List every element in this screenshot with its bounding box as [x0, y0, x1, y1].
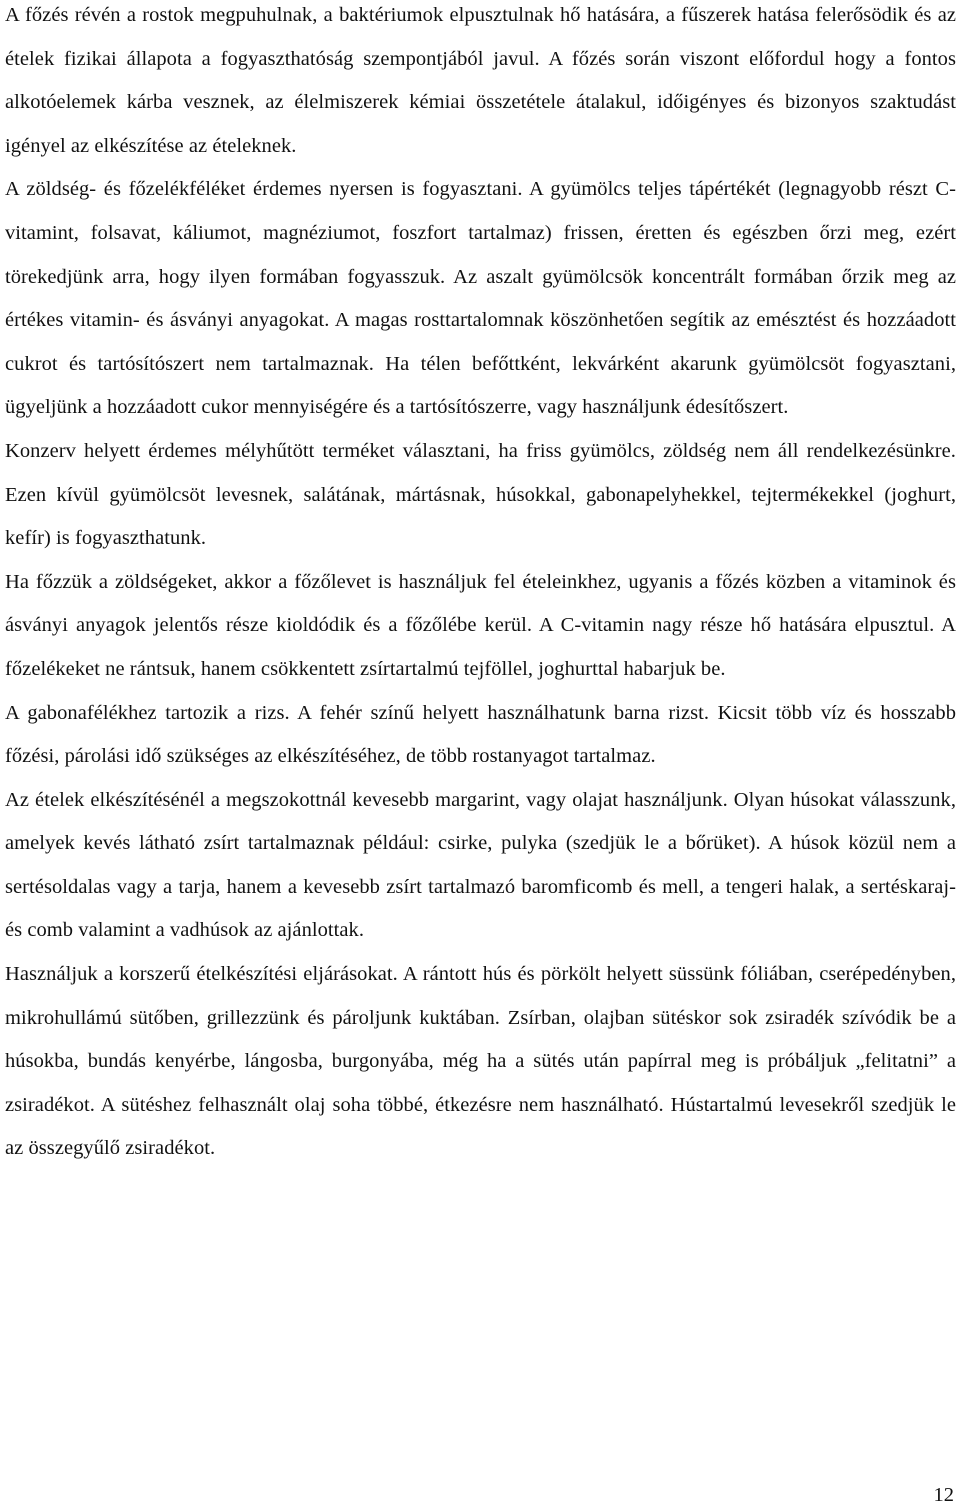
- page-number: 12: [933, 1484, 954, 1506]
- paragraph-frozen-products: Konzerv helyett érdemes mélyhűtött terméket választani, ha friss gyümölcs, zöldség nem áll rendelkezésünkre. Ezen kívül gyümölcsöt levesnek, salátának, mártásnak, húsokkal, gabonapelyhekkel, tejtermékekkel (joghurt, kefír) is fogyaszthatunk.: [5, 439, 956, 550]
- paragraph-cooking-methods: Használjuk a korszerű ételkészítési eljárásokat. A rántott hús és pörkölt helyett süssünk fóliában, cserépedényben, mikrohullámú sütőben, grillezzünk és pároljunk kuktában. Zsírban, olajban sütéskor sok zsiradék szívódik be a húsokba, bundás kenyérbe, lángosba, burgonyába, még ha a sütés után papírral meg is próbáljuk „felitatni” a zsiradékot. A sütéshez felhasznált olaj soha többé, étkezésre nem használható. Hústartalmú levesekről szedjük le az összegyűlő zsiradékot.: [5, 963, 956, 1160]
- paragraph-cooking-intro: A főzés révén a rostok megpuhulnak, a baktériumok elpusztulnak hő hatására, a fűszerek hatása felerősödik és az ételek fizikai állapota a fogyaszthatóság szempontjából javul. A főzés során viszont előfordul hogy a fontos alkotóelemek kárba vesznek, az élelmiszerek kémiai összetétele átalakul, időigényes és bizonyos szaktudást igényel az elkészítése az ételeknek.: [5, 4, 956, 157]
- document-page: [5, 0, 956, 1171]
- paragraph-fats-meats: Az ételek elkészítésénél a megszokottnál kevesebb margarint, vagy olajat használjunk. Olyan húsokat válasszunk, amelyek kevés látható zsírt tartalmaznak például: csirke, pulyka (szedjük le a bőrüket). A húsok közül nem a sertésoldalas vagy a tarja, hanem a kevesebb zsírt tartalmazó baromficomb és mell, a tengeri halak, a sertéskaraj- és comb valamint a vadhúsok az ajánlottak.: [5, 788, 956, 942]
- paragraph-grains-rice: A gabonafélékhez tartozik a rizs. A fehér színű helyett használhatunk barna rizst. Kicsit több víz és hosszabb főzési, párolási idő szükséges az elkészítéséhez, de több rostanyagot tartalmaz.: [5, 701, 956, 768]
- paragraph-cooking-vegetables: Ha főzzük a zöldségeket, akkor a főzőlevet is használjuk fel ételeinkhez, ugyanis a főzés közben a vitaminok és ásványi anyagok jelentős része kioldódik és a főzőlébe kerül. A C-vitamin nagy része hő hatására elpusztul. A főzelékeket ne rántsuk, hanem csökkentett zsírtartalmú tejföllel, joghurttal habarjuk be.: [5, 570, 956, 680]
- paragraph-vegetables-fruit: A zöldség- és főzelékféléket érdemes nyersen is fogyasztani. A gyümölcs teljes tápértékét (legnagyobb részt C-vitamint, folsavat, káliumot, magnéziumot, foszfort tartalmaz) frissen, éretten és egészben őrzi meg, ezért törekedjünk arra, hogy ilyen formában fogyasszuk. Az aszalt gyümölcsök koncentrált formában őrzik meg az értékes vitamin- és ásványi anyagokat. A magas rosttartalomnak köszönhetően segítik az emésztést és hozzáadott cukrot és tartósítószert nem tartalmaznak. Ha télen befőttként, lekvárként akarunk gyümölcsöt fogyasztani, ügyeljünk a hozzáadott cukor mennyiségére és a tartósítószerre, vagy használjunk édesítőszert.: [5, 178, 956, 419]
